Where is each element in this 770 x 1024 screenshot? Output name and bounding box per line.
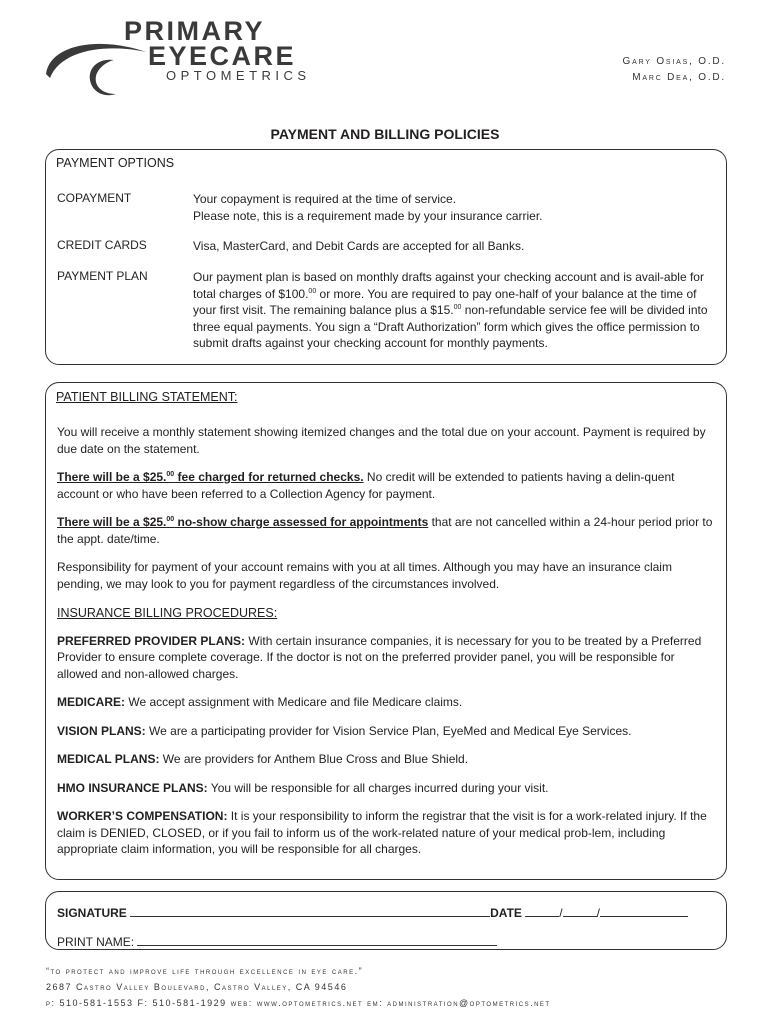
insurance-ppp: PREFERRED PROVIDER PLANS: With certain insurance companies, it is necessary for you to be treated by a Preferred Provider to ensure complete coverage. If the doctor is not on the preferred provider panel, you will be responsible for allowed and non-allowed charges. (57, 633, 702, 681)
payment-plan-text: Our payment plan is based on monthly drafts against your checking account and is avail-able for total charges of $100.00 or more. You are required to pay one-half of your balance at the time of your first visit. The remaining balance plus a $15.00 non-refundable service fee will be divided into three equal payments. You sign a “Draft Authorization” form which gives the office permission to submit drafts against your checking account for monthly payments. (193, 270, 708, 350)
billing-p2: There will be a $25.00 fee charged for returned checks. No credit will be extended to patients having a delin-quent account or who have been referred to a Collection Agency for payment. (57, 470, 675, 501)
footer-address: 2687 Castro Valley Boulevard, Castro Valley, CA 94546 (46, 982, 348, 992)
print-name-row (57, 933, 497, 949)
copayment-label: COPAYMENT (57, 191, 132, 205)
signature-field[interactable] (130, 904, 490, 917)
copayment-text (193, 191, 713, 224)
insurance-workers: WORKER’S COMPENSATION: It is your responsibility to inform the registrar that the visit is for a work-related injury. If the claim is DENIED, CLOSED, or if you fail to inform us of the work-related nature of your medical prob-lem, including appropriate claim information, you will be responsible for all charges. (57, 809, 707, 856)
doctor-name-2: Marc Dea, O.D. (632, 72, 726, 83)
date-label: DATE (490, 906, 522, 920)
print-name-label: PRINT NAME: (57, 935, 135, 949)
date-month-field[interactable] (525, 904, 559, 917)
date-year-field[interactable] (600, 904, 688, 917)
date-day-field[interactable] (563, 904, 597, 917)
billing-paragraphs (57, 424, 713, 858)
footer-motto: “to protect and improve life through excellence in eye care.” (46, 966, 364, 976)
footer-contact: p: 510-581-1553 F: 510-581-1929 web: www.optometrics.net em: administration@optometrics.net (46, 998, 551, 1008)
copayment-line-2: Please note, this is a requirement made by your insurance carrier. (193, 208, 543, 223)
brand-primary: PRIMARY (124, 16, 266, 46)
payment-options-heading: PAYMENT OPTIONS (53, 156, 177, 170)
credit-cards-text: Visa, MasterCard, and Debit Cards are accepted for all Banks. (193, 239, 525, 253)
brand-eyecare: EYECARE (148, 41, 297, 71)
insurance-heading: INSURANCE BILLING PROCEDURES: (57, 606, 278, 620)
doctor-name-1: Gary Osias, O.D. (622, 56, 726, 67)
insurance-medical: MEDICAL PLANS: We are providers for Anthem Blue Cross and Blue Shield. (57, 752, 469, 766)
copayment-line-1: Your copayment is required at the time of service. (193, 192, 457, 206)
billing-heading: PATIENT BILLING STATEMENT: (53, 390, 241, 404)
insurance-vision: VISION PLANS: We are a participating provider for Vision Service Plan, EyeMed and Medical Eye Services. (57, 723, 632, 738)
print-name-field[interactable] (137, 933, 497, 946)
brand-optometrics: OPTOMETRICS (166, 68, 311, 83)
signature-label: SIGNATURE (57, 906, 127, 920)
insurance-medicare: MEDICARE: We accept assignment with Medicare and file Medicare claims. (57, 695, 463, 709)
insurance-hmo: HMO INSURANCE PLANS: You will be responsible for all charges incurred during your visit. (57, 780, 549, 795)
billing-p1: You will receive a monthly statement showing itemized changes and the total due on your account. Payment is required by due date on the statement. (57, 425, 706, 456)
signature-row (57, 904, 688, 920)
credit-cards-label: CREDIT CARDS (57, 238, 147, 252)
date-separator-2: / (596, 906, 600, 920)
billing-p3: There will be a $25.00 no-show charge assessed for appointments that are not cancelled within a 24-hour period prior to the appt. date/time. (57, 515, 713, 546)
date-separator-1: / (559, 906, 563, 920)
billing-p4: Responsibility for payment of your account remains with you at all times. Although you may have an insurance claim pending, we may look to you for payment regardless of the circumstances involved. (57, 560, 672, 591)
payment-plan-label: PAYMENT PLAN (57, 269, 148, 283)
page-title: PAYMENT AND BILLING POLICIES (270, 126, 500, 142)
